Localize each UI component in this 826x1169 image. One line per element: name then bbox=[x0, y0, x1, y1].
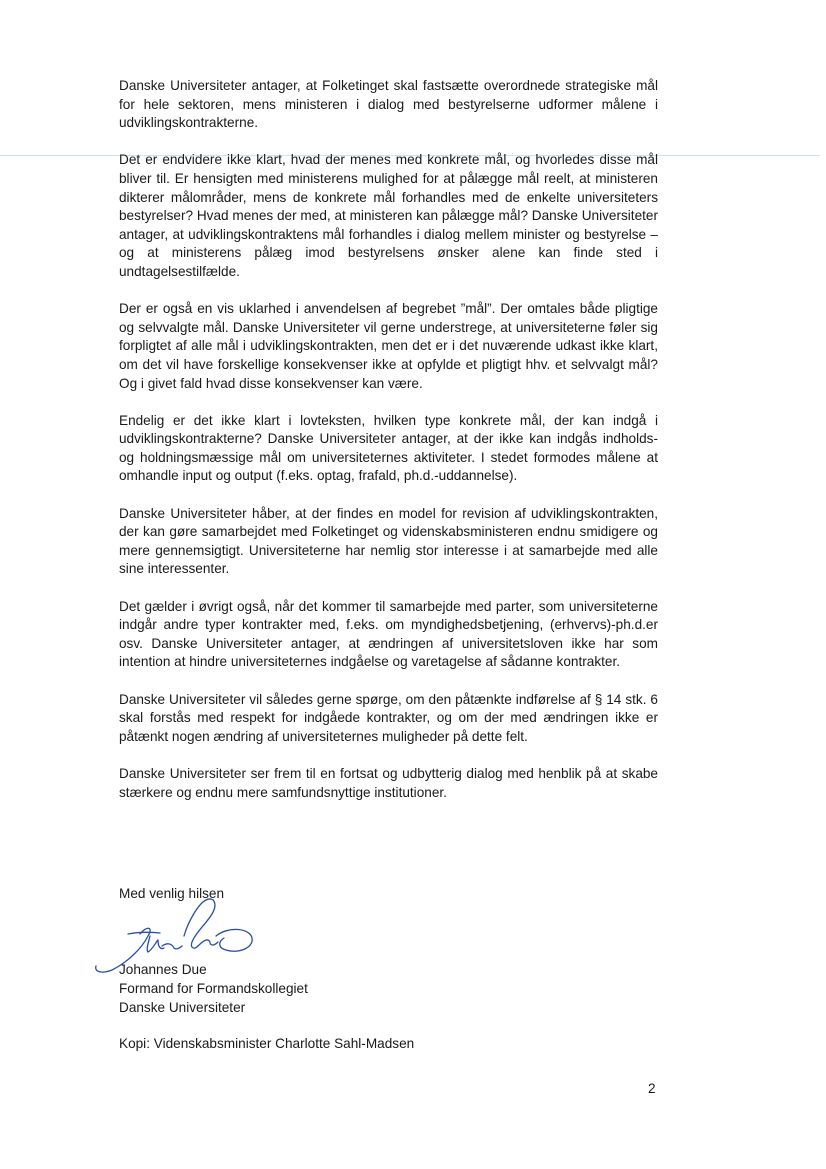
signer-name: Johannes Due bbox=[119, 962, 207, 977]
paragraph-2: Det er endvidere ikke klart, hvad der menes med konkrete mål, og hvorledes disse mål bliver til. Er hensigten med ministerens mulighed for at pålægge mål reelt, at ministeren dikterer målområder, mens de konkrete mål forhandles med de enkelte universiteters bestyrelser? Hvad menes der med, at ministeren kan pålægge mål? Danske Universiteter antager, at udviklingskontraktens mål forhandles i dialog mellem minister og bestyrelse – og at ministerens pålæg imod bestyrelsens ønsker alene kan finde sted i undtagelsestilfælde. bbox=[119, 152, 658, 279]
paragraph-1: Danske Universiteter antager, at Folketinget skal fastsætte overordnede strategiske mål for hele sektoren, mens ministeren i dialog med bestyrelserne udformer målene i udviklingskontrakterne. bbox=[119, 78, 658, 131]
paragraph-3: Der er også en vis uklarhed i anvendelsen af begrebet ”mål”. Der omtales både pligtige og selvvalgte mål. Danske Universiteter vil gerne understrege, at universiteterne føler sig forpligtet af alle mål i udviklingskontrakten, men det er i det nuværende udkast ikke klart, om det vil have forskellige konsekvenser ikke at opfylde et pligtigt hhv. et selvvalgt mål? Og i givet fald hvad disse konsekvenser kan være. bbox=[119, 301, 658, 391]
paragraph-5: Danske Universiteter håber, at der findes en model for revision af udviklingskontrakten, der kan gøre samarbejdet med Folketinget og videnskabsministeren endnu smidigere og mere gennemsigtigt. Universiteterne har nemlig stor interesse i at samarbejde med alle sine interessenter. bbox=[119, 505, 658, 577]
signer-organization: Danske Universiteter bbox=[119, 1000, 246, 1015]
letter-body bbox=[119, 77, 658, 821]
paragraph-7: Danske Universiteter vil således gerne spørge, om den påtænkte indførelse af § 14 stk. 6 skal forstås med respekt for indgåede kontrakter, og om der med ændringen ikke er påtænkt nogen ændring af universiteternes muligheder på dette felt. bbox=[119, 691, 658, 744]
paragraph-6: Det gælder i øvrigt også, når det kommer til samarbejde med parter, som universiteterne indgår andre typer kontrakter med, f.eks. om myndighedsbetjening, (erhvervs)-ph.d.er osv. Danske Universiteter antager, at ændringen af universitetsloven ikke har som intention at hindre universiteternes indgåelse og varetagelse af sådanne kontrakter. bbox=[119, 598, 658, 670]
paragraph-4: Endelig er det ikke klart i lovteksten, hvilken type konkrete mål, der kan indgå i udviklingskontrakterne? Danske Universiteter antager, at der ikke kan indgås indholds- og holdningsmæssige mål om universiteternes aktiviteter. I stedet formodes målene at omhandle input og output (f.eks. optag, frafald, ph.d.-uddannelse). bbox=[119, 412, 658, 484]
closing-salutation: Med venlig hilsen bbox=[119, 886, 225, 901]
signer-title: Formand for Formandskollegiet bbox=[119, 981, 308, 996]
page-number: 2 bbox=[648, 1081, 656, 1096]
paragraph-8: Danske Universiteter ser frem til en fortsat og udbytterig dialog med henblik på at skabe stærkere og endnu mere samfundsnyttige institutioner. bbox=[119, 765, 658, 800]
copy-recipient: Kopi: Videnskabsminister Charlotte Sahl-Madsen bbox=[119, 1036, 415, 1051]
signature-block bbox=[119, 960, 308, 1017]
